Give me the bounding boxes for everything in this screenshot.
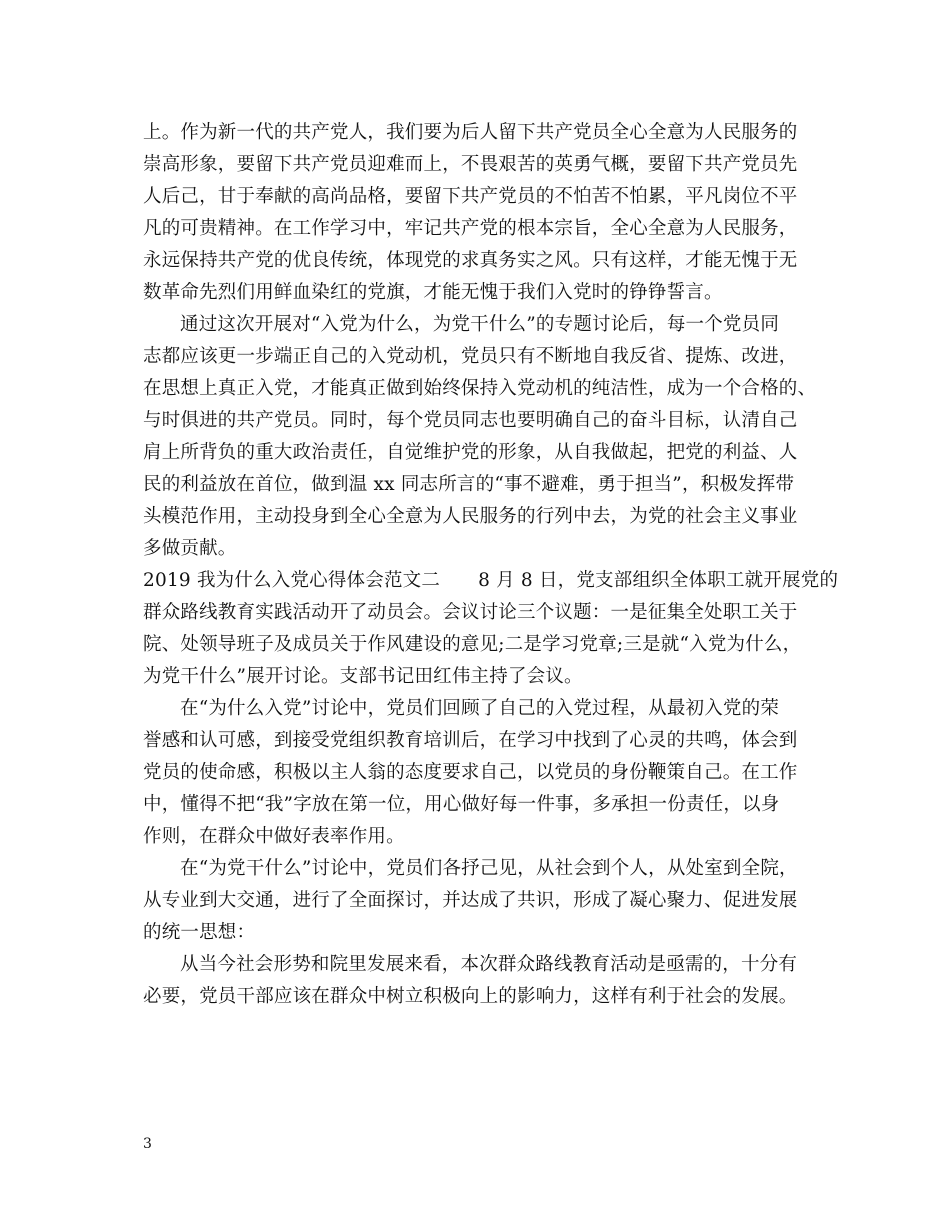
text-line: 的统一思想： [143,922,256,943]
text-line: 民的利益放在首位，做到温 xx 同志所言的“事不避难，勇于担当”，积极发挥带 [143,474,795,495]
page-number: 3 [143,1136,152,1152]
text-line: 上。作为新一代的共产党人，我们要为后人留下共产党员全心全意为人民服务的 [143,122,798,143]
text-line: 肩上所背负的重大政治责任，自觉维护党的形象，从自我做起，把党的利益、人 [143,442,798,463]
text-line: 誉感和认可感，到接受党组织教育培训后，在学习中找到了心灵的共鸣，体会到 [143,730,798,751]
heading-line [143,565,839,597]
text-line: 在“为党干什么”讨论中，党员们各抒己见，从社会到个人，从处室到全院， [180,858,798,879]
text-line: 凡的可贵精神。在工作学习中，牢记共产党的根本宗旨，全心全意为人民服务， [143,218,798,239]
text-line: 为党干什么”展开讨论。支部书记田红伟主持了会议。 [143,666,583,687]
text-line: 在“为什么入党”讨论中，党员们回顾了自己的入党过程，从最初入党的荣 [180,698,780,719]
text-line: 志都应该更一步端正自己的入党动机，党员只有不断地自我反省、提炼、改进， [143,346,798,367]
text-line: 中，懂得不把“我”字放在第一位，用心做好每一件事，多承担一份责任，以身 [143,794,780,815]
text-line: 从当今社会形势和院里发展来看，本次群众路线教育活动是亟需的，十分有 [180,954,798,975]
text-line: 群众路线教育实践活动开了动员会。会议讨论三个议题：一是征集全处职工关于 [143,602,798,623]
paragraph-5 [143,853,833,949]
document-body [143,117,839,1013]
text-line: 党员的使命感，积极以主人翁的态度要求自己，以党员的身份鞭策自己。在工作 [143,762,798,783]
text-line: 人后己，甘于奉献的高尚品格，要留下共产党员的不怕苦不怕累，平凡岗位不平 [143,186,798,207]
text-line: 在思想上真正入党，才能真正做到始终保持入党动机的纯洁性，成为一个合格的、 [143,378,817,399]
text-line: 作则，在群众中做好表率作用。 [143,826,405,847]
paragraph-1 [143,117,833,309]
text-line: 崇高形象，要留下共产党员迎难而上，不畏艰苦的英勇气概，要留下共产党员先 [143,154,798,175]
paragraph-2 [143,309,833,565]
text-line: 通过这次开展对“入党为什么，为党干什么”的专题讨论后，每一个党员同 [180,314,780,335]
text-line: 从专业到大交通，进行了全面探讨，并达成了共识，形成了凝心聚力、促进发展 [143,890,798,911]
text-line: 与时俱进的共产党员。同时，每个党员同志也要明确自己的奋斗目标，认清自己 [143,410,798,431]
paragraph-3 [143,565,839,693]
text-line: 多做贡献。 [143,538,237,559]
section-heading: 2019 我为什么入党心得体会范文二 [143,570,441,591]
text-line: 数革命先烈们用鲜血染红的党旗，才能无愧于我们入党时的铮铮誓言。 [143,282,723,303]
text-line: 头模范作用，主动投身到全心全意为人民服务的行列中去，为党的社会主义事业 [143,506,798,527]
paragraph-4 [143,693,833,853]
text-line: 必要，党员干部应该在群众中树立积极向上的影响力，这样有利于社会的发展。 [143,986,798,1007]
heading-line-text: 8 月 8 日，党支部组织全体职工就开展党的 [478,570,839,591]
text-line: 永远保持共产党的优良传统，体现党的求真务实之风。只有这样，才能无愧于无 [143,250,798,271]
paragraph-6 [143,949,833,1013]
text-line: 院、处领导班子及成员关于作风建设的意见;二是学习党章;三是就“入党为什么， [143,634,802,655]
